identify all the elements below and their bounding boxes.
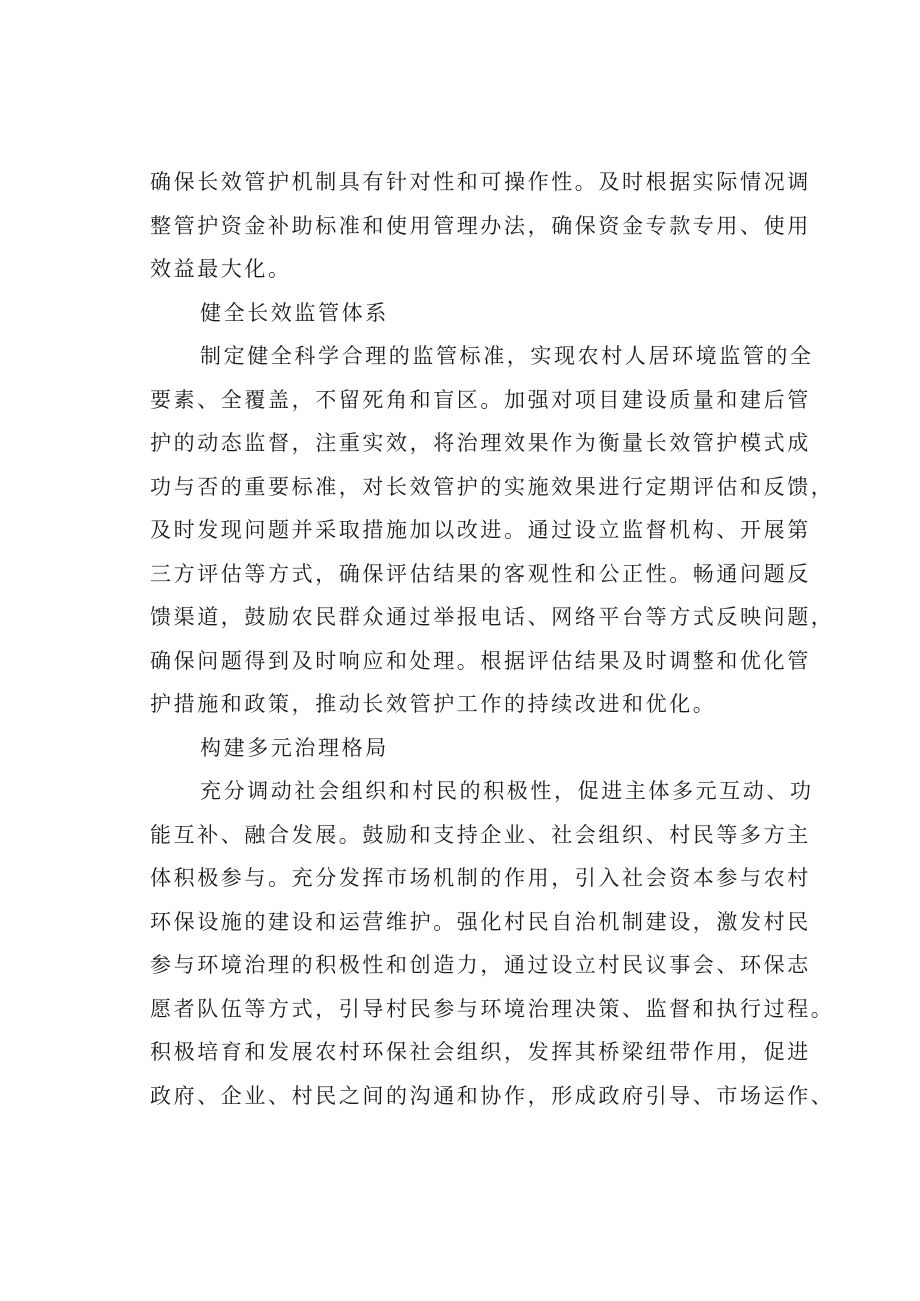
section-heading: 构建多元治理格局 <box>200 735 389 760</box>
paragraph-first-line: 制定健全科学合理的监管标准，实现农村人居环境监管的全 <box>200 344 814 368</box>
body-line: 政府、企业、村民之间的沟通和协作，形成政府引导、市场运作、 <box>150 1083 835 1108</box>
body-line: 愿者队伍等方式，引导村民参与环境治理决策、监督和执行过程。 <box>150 996 835 1021</box>
section-heading: 健全长效监管体系 <box>200 300 389 325</box>
body-line: 积极培育和发展农村环保社会组织，发挥其桥梁纽带作用，促进 <box>150 1040 811 1064</box>
body-line: 效益最大化。 <box>150 257 292 281</box>
body-line: 护的动态监督，注重实效，将治理效果作为衡量长效管护模式成 <box>150 431 811 455</box>
body-line: 馈渠道，鼓励农民群众通过举报电话、网络平台等方式反映问题， <box>150 605 835 629</box>
body-line: 护措施和政策，推动长效管护工作的持续改进和优化。 <box>150 692 717 716</box>
body-line: 能互补、融合发展。鼓励和支持企业、社会组织、村民等多方主 <box>150 822 811 847</box>
paragraph-first-line: 充分调动社会组织和村民的积极性，促进主体多元互动、功 <box>200 779 814 803</box>
body-line: 确保长效管护机制具有针对性和可操作性。及时根据实际情况调 <box>150 170 811 194</box>
body-line: 要素、全覆盖，不留死角和盲区。加强对项目建设质量和建后管 <box>150 387 811 412</box>
body-line: 环保设施的建设和运营维护。强化村民自治机制建设，激发村民 <box>150 909 811 934</box>
body-line: 体积极参与。充分发挥市场机制的作用，引入社会资本参与农村 <box>150 866 811 890</box>
body-line: 整管护资金补助标准和使用管理办法，确保资金专款专用、使用 <box>150 213 811 238</box>
body-line: 确保问题得到及时响应和处理。根据评估结果及时调整和优化管 <box>150 648 811 673</box>
document-body <box>150 161 835 1118</box>
body-line: 参与环境治理的积极性和创造力，通过设立村民议事会、环保志 <box>150 953 811 977</box>
body-line: 功与否的重要标准，对长效管护的实施效果进行定期评估和反馈， <box>150 474 835 499</box>
body-line: 三方评估等方式，确保评估结果的客观性和公正性。畅通问题反 <box>150 561 811 586</box>
body-line: 及时发现问题并采取措施加以改进。通过设立监督机构、开展第 <box>150 518 811 542</box>
